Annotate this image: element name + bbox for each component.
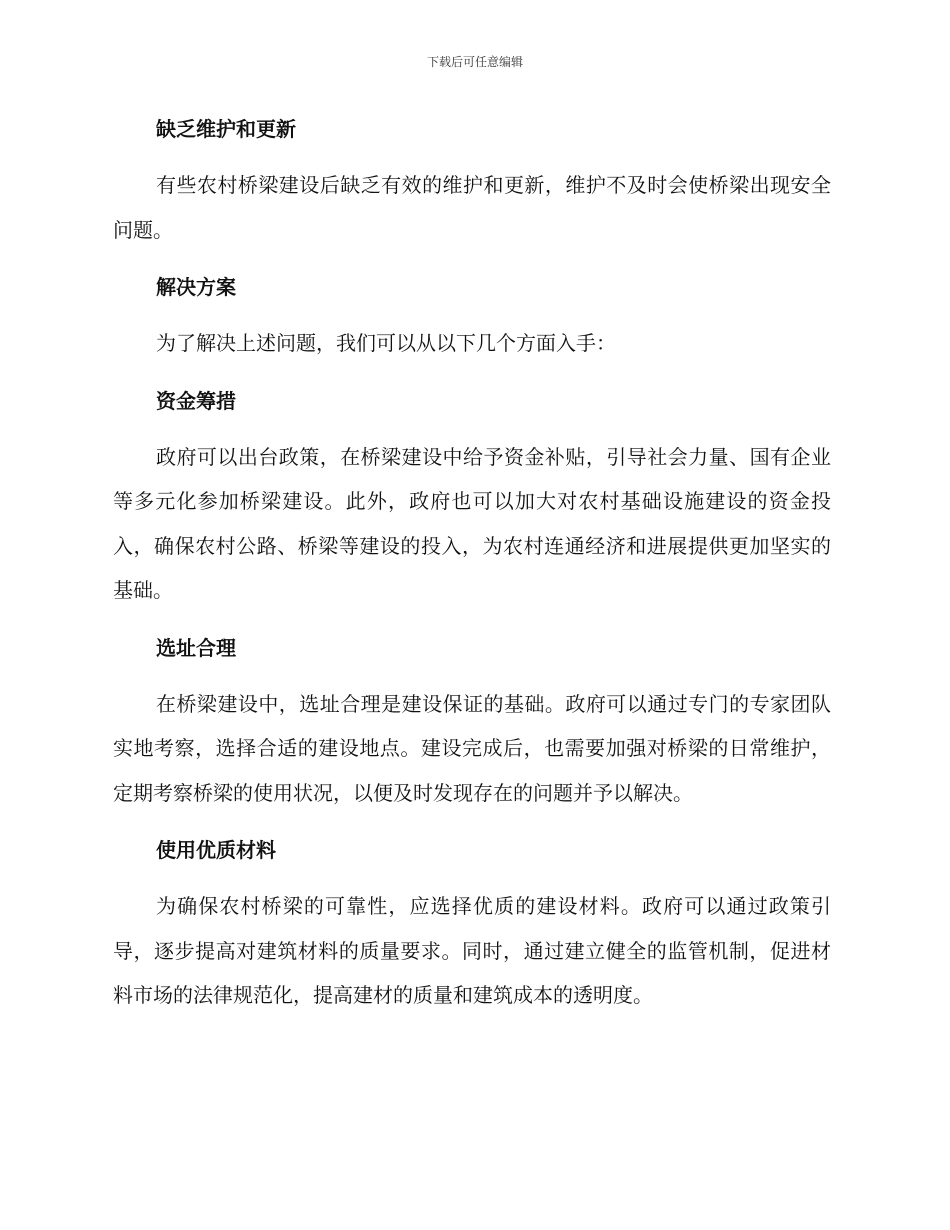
section-heading: 资金筹措	[156, 388, 236, 413]
section-heading: 使用优质材料	[156, 838, 276, 862]
section-paragraph: 有些农村桥梁建设后缺乏有效的维护和更新，维护不及时会使桥梁出现安全问题。	[113, 173, 831, 242]
section-heading: 缺乏维护和更新	[156, 117, 296, 141]
document-body	[113, 108, 831, 1018]
section-funding	[113, 380, 831, 613]
section-site-selection	[113, 627, 831, 816]
section-paragraph: 政府可以出台政策，在桥梁建设中给予资金补贴，引导社会力量、国有企业等多元化参加桥梁建设。此外，政府也可以加大对农村基础设施建设的资金投入，确保农村公路、桥梁等建设的投入，为农村连通经济和进展提供更加坚实的基础。	[113, 444, 831, 602]
page-header: 下载后可任意编辑	[426, 55, 523, 69]
section-solutions	[113, 266, 831, 366]
section-heading: 选址合理	[156, 635, 236, 660]
section-paragraph: 在桥梁建设中，选址合理是建设保证的基础。政府可以通过专门的专家团队实地考察，选择合适的建设地点。建设完成后，也需要加强对桥梁的日常维护，定期考察桥梁的使用状况，以便及时发现存在的问题并予以解决。	[113, 691, 831, 805]
section-maintenance	[113, 108, 831, 252]
section-paragraph: 为了解决上述问题，我们可以从以下几个方面入手：	[156, 331, 616, 355]
section-paragraph: 为确保农村桥梁的可靠性，应选择优质的建设材料。政府可以通过政策引导，逐步提高对建筑材料的质量要求。同时，通过建立健全的监管机制，促进材料市场的法律规范化，提高建材的质量和建筑成本的透明度。	[113, 894, 831, 1007]
section-heading: 解决方案	[156, 275, 236, 299]
section-materials	[113, 829, 831, 1018]
